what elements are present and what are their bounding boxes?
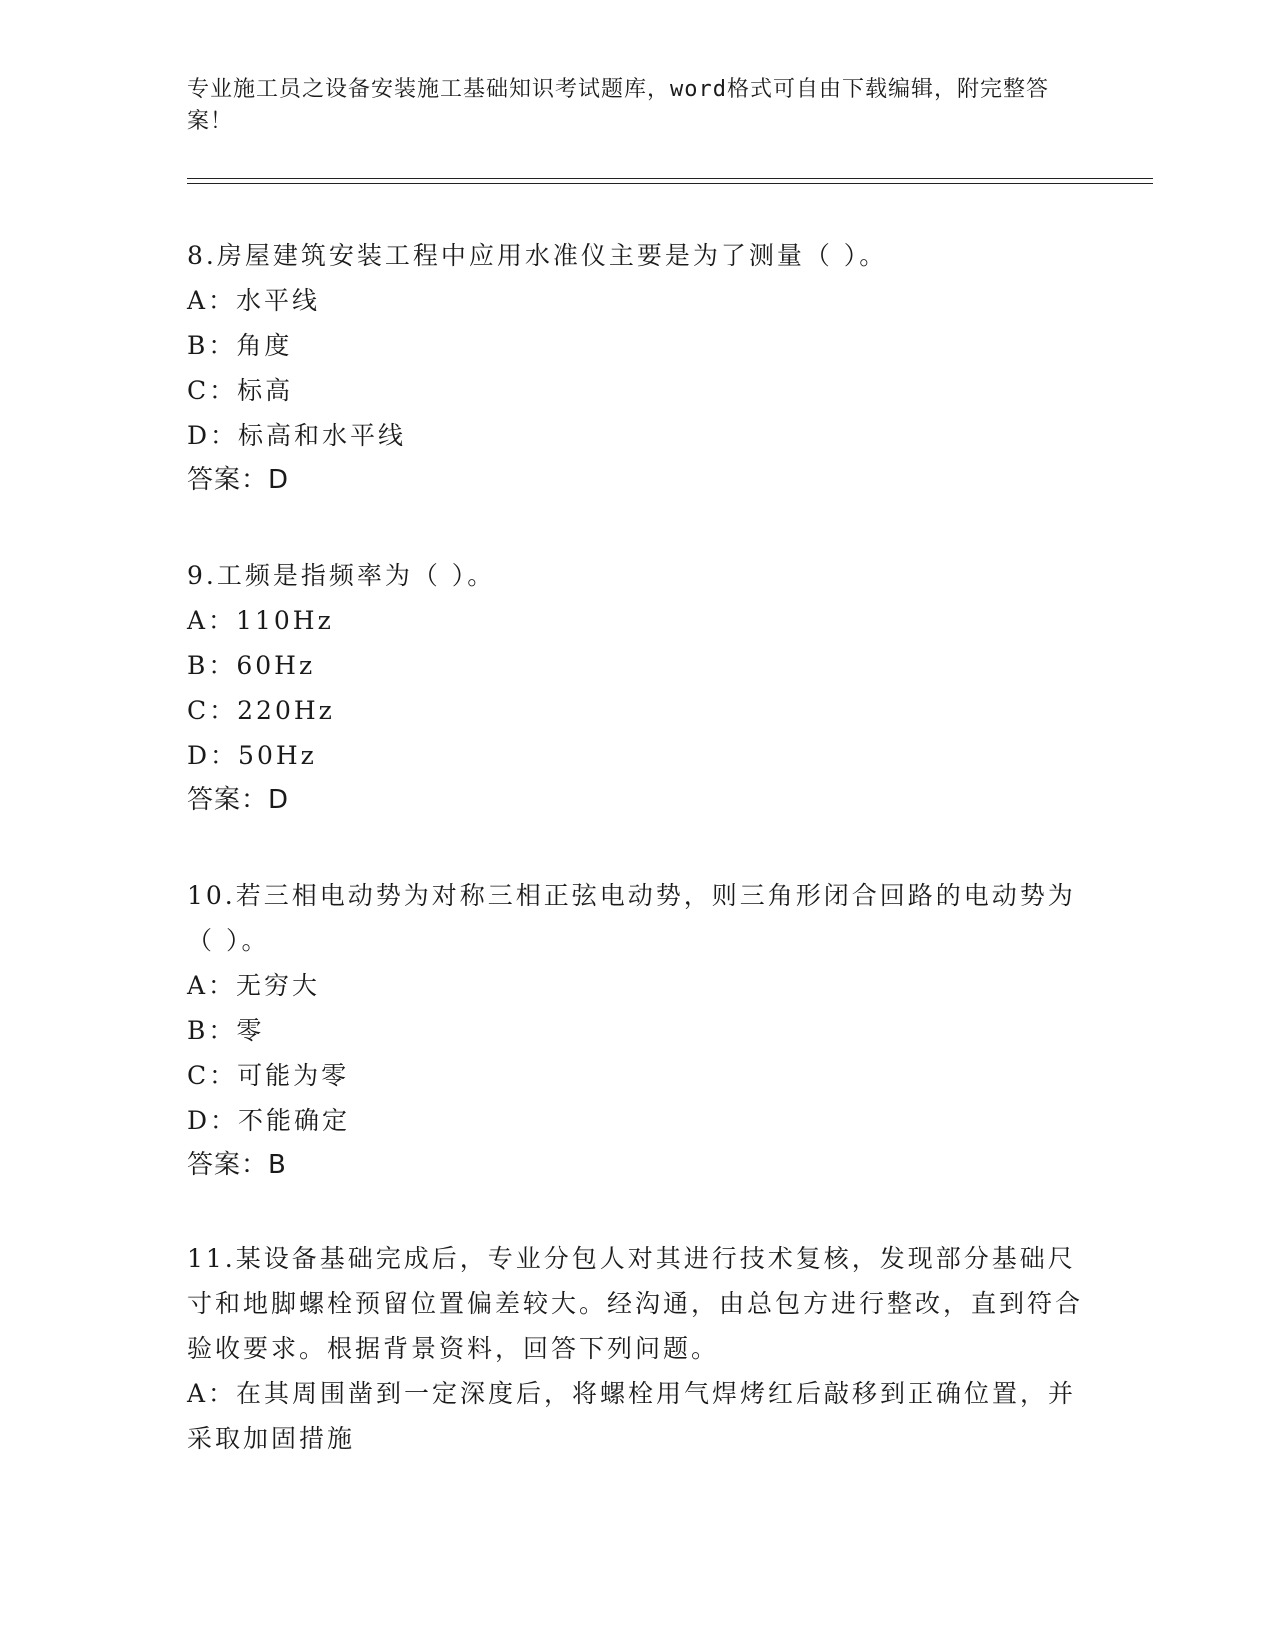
option-a: A：无穷大: [187, 971, 321, 1000]
answer: 答案：D: [187, 785, 290, 815]
option-a: A：水平线: [187, 286, 321, 315]
document-header: 专业施工员之设备安装施工基础知识考试题库，word格式可自由下载编辑，附完整答案！: [187, 77, 1049, 134]
question-11: [187, 1236, 1087, 1461]
option-c: C：220Hz: [187, 696, 335, 725]
question-9: [187, 553, 1087, 823]
option-d: D：50Hz: [187, 741, 317, 770]
option-d: D：不能确定: [187, 1106, 351, 1135]
option-b: B：零: [187, 1016, 265, 1045]
question-stem: 8.房屋建筑安装工程中应用水准仪主要是为了测量（ ）。: [187, 241, 888, 270]
question-stem: 11.某设备基础完成后，专业分包人对其进行技术复核，发现部分基础尺寸和地脚螺栓预留位置偏差较大。经沟通，由总包方进行整改，直到符合验收要求。根据背景资料，回答下列问题。: [187, 1244, 1084, 1363]
option-a: A：110Hz: [187, 606, 334, 635]
option-a: A：在其周围凿到一定深度后，将螺栓用气焊烤红后敲移到正确位置，并采取加固措施: [187, 1379, 1077, 1453]
question-stem: 9.工频是指频率为（ ）。: [187, 561, 496, 590]
answer: 答案：B: [187, 1150, 287, 1180]
question-10: [187, 873, 1087, 1188]
option-c: C：标高: [187, 376, 294, 405]
option-b: B：角度: [187, 331, 293, 360]
question-stem: 10.若三相电动势为对称三相正弦电动势，则三角形闭合回路的电动势为（ ）。: [187, 881, 1076, 955]
header-divider-bottom: [187, 183, 1153, 184]
header-divider-top: [187, 178, 1153, 179]
option-b: B：60Hz: [187, 651, 316, 680]
question-8: [187, 233, 1087, 503]
answer: 答案：D: [187, 465, 290, 495]
option-d: D：标高和水平线: [187, 421, 407, 450]
option-c: C：可能为零: [187, 1061, 350, 1090]
